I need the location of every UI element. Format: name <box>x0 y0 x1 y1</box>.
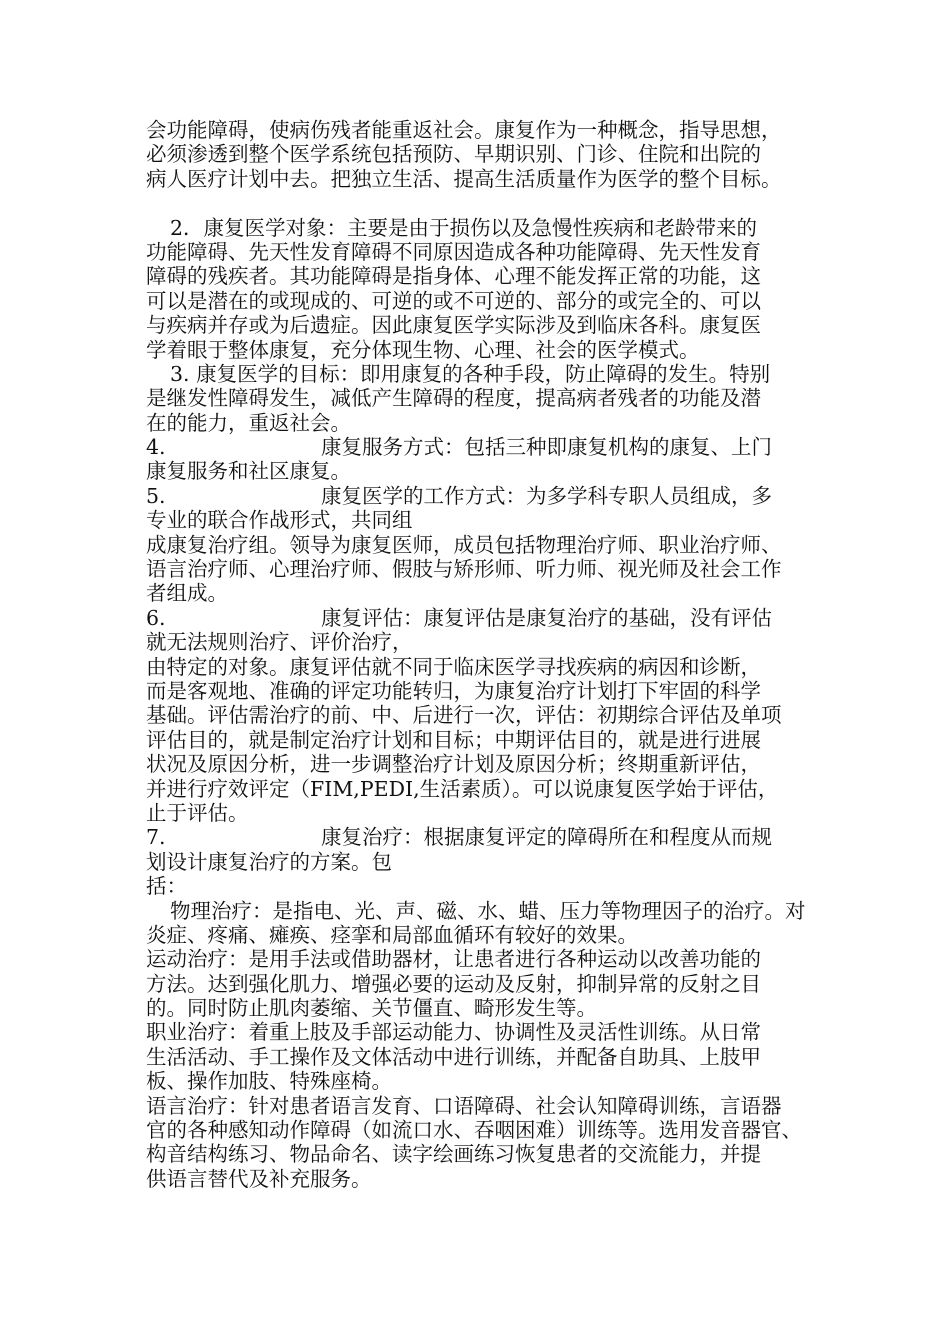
text-line: 功能障碍、先天性发育障碍不同原因造成各种功能障碍、先天性发育 <box>146 239 761 264</box>
text-line: 者组成。 <box>146 581 228 606</box>
text-line: 可以是潜在的或现成的、可逆的或不可逆的、部分的或完全的、可以 <box>146 288 761 313</box>
text-span: 康复评估：康复评估是康复治疗的基础，没有评估 <box>321 605 772 630</box>
text-line: 专业的联合作战形式，共同组 <box>146 508 413 533</box>
text-line: 供语言替代及补充服务。 <box>146 1166 372 1191</box>
text-line: 成康复治疗组。领导为康复医师，成员包括物理治疗师、职业治疗师、 <box>146 532 782 557</box>
text-line: 方法。达到强化肌力、增强必要的运动及反射，抑制异常的反射之目 <box>146 971 761 996</box>
text-span: 康复治疗：根据康复评定的障碍所在和程度从而规 <box>321 825 772 850</box>
item-number: 7. <box>146 825 166 850</box>
text-line: 必须渗透到整个医学系统包括预防、早期识别、门诊、住院和出院的 <box>146 142 761 167</box>
text-line: 评估目的，就是制定治疗计划和目标；中期评估目的，就是进行进展 <box>146 727 761 752</box>
numbered-line <box>146 484 826 508</box>
item-number: 5. <box>146 483 166 508</box>
text-line: 板、操作加肢、特殊座椅。 <box>146 1069 392 1094</box>
numbered-line <box>146 435 826 459</box>
text-line: 病人医疗计划中去。把独立生活、提高生活质量作为医学的整个目标。 <box>146 166 782 191</box>
text-line: 并进行疗效评定（FIM,PEDI,生活素质）。可以说康复医学始于评估， <box>146 776 779 801</box>
text-line: 划设计康复治疗的方案。包 <box>146 849 392 874</box>
document-page <box>146 118 826 1191</box>
text-line: 官的各种感知动作障碍（如流口水、吞咽困难）训练等。选用发音器官、 <box>146 1118 802 1143</box>
text-line: 构音结构练习、物品命名、读字绘画练习恢复患者的交流能力，并提 <box>146 1142 761 1167</box>
text-line: 由特定的对象。康复评估就不同于临床医学寻找疾病的病因和诊断， <box>146 654 761 679</box>
text-line: 运动治疗：是用手法或借助器材，让患者进行各种运动以改善功能的 <box>146 947 761 972</box>
text-line: 炎症、疼痛、瘫痪、痉挛和局部血循环有较好的效果。 <box>146 922 638 947</box>
text-line: 在的能力，重返社会。 <box>146 410 351 435</box>
text-line: 与疾病并存或为后遗症。因此康复医学实际涉及到临床各科。康复医 <box>146 313 761 338</box>
text-line: 止于评估。 <box>146 800 249 825</box>
text-line: 物理治疗：是指电、光、声、磁、水、蜡、压力等物理因子的治疗。对 <box>170 898 806 923</box>
paragraph-gap <box>146 191 826 215</box>
item-number: 4. <box>146 435 166 460</box>
text-line: 语言治疗：针对患者语言发育、口语障碍、社会认知障碍训练，言语器 <box>146 1093 782 1118</box>
text-line: 的。同时防止肌肉萎缩、关节僵直、畸形发生等。 <box>146 996 597 1021</box>
numbered-line <box>146 606 826 630</box>
text-line: 会功能障碍，使病伤残者能重返社会。康复作为一种概念，指导思想， <box>146 118 782 142</box>
text-line: 职业治疗：着重上肢及手部运动能力、协调性及灵活性训练。从日常 <box>146 1020 761 1045</box>
numbered-line <box>146 825 826 849</box>
text-line: 学着眼于整体康复，充分体现生物、心理、社会的医学模式。 <box>146 337 700 362</box>
text-line: 基础。评估需治疗的前、中、后进行一次，评估：初期综合评估及单项 <box>146 703 782 728</box>
text-line: 3. 康复医学的目标：即用康复的各种手段，防止障碍的发生。特别 <box>170 361 771 386</box>
text-line: 障碍的残疾者。其功能障碍是指身体、心理不能发挥正常的功能，这 <box>146 264 761 289</box>
text-line: 括： <box>146 874 187 899</box>
text-line: 生活活动、手工操作及文体活动中进行训练，并配备自助具、上肢甲 <box>146 1044 761 1069</box>
text-line: 是继发性障碍发生，减低产生障碍的程度，提高病者残者的功能及潜 <box>146 386 761 411</box>
text-line: 而是客观地、准确的评定功能转归，为康复治疗计划打下牢固的科学 <box>146 678 761 703</box>
text-line: 语言治疗师、心理治疗师、假肢与矫形师、听力师、视光师及社会工作 <box>146 557 782 582</box>
text-span: 康复服务方式：包括三种即康复机构的康复、上门 <box>321 435 772 460</box>
text-line: 状况及原因分析，进一步调整治疗计划及原因分析；终期重新评估， <box>146 752 761 777</box>
item-number: 6. <box>146 605 166 630</box>
text-span: 康复医学的工作方式：为多学科专职人员组成，多 <box>321 483 772 508</box>
text-line: 就无法规则治疗、评价治疗， <box>146 630 413 655</box>
text-line: 2．康复医学对象：主要是由于损伤以及急慢性疾病和老龄带来的 <box>170 215 758 240</box>
text-line: 康复服务和社区康复。 <box>146 459 351 484</box>
